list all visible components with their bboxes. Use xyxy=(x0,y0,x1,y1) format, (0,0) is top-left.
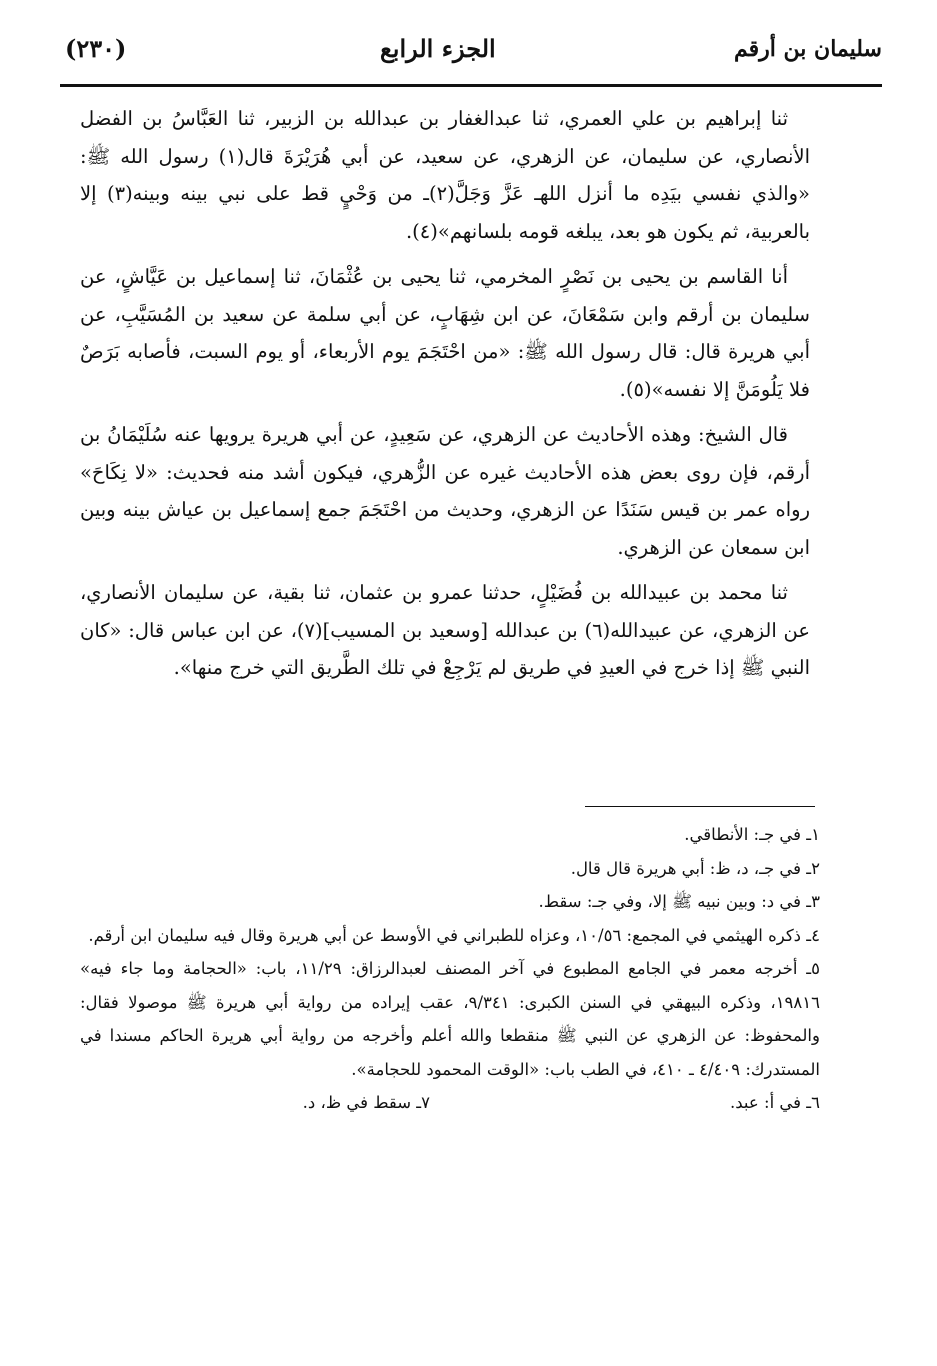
paragraph: ثنا إبراهيم بن علي العمري، ثنا عبدالغفار بن عبدالله بن الزبير، ثنا العَبَّاسُ بن الفضل الأنصاري، عن سليمان، عن الزهري، عن سعيد، عن أبي هُرَيْرَةَ قال(١) رسول الله ﷺ: «والذي نفسي بيَدِه ما أنزل اللهـ عَزَّ وَجَلَّ(٢)ـ من وَحْيٍ قط على نبي بينه وبينه(٣) إلا بالعربية، ثم يكون هو بعد، يبلغه قومه بلسانهم»(٤). xyxy=(80,107,810,243)
footnote: ٢ـ في جـ، د، ظ: أبي هريرة قال قال. xyxy=(570,858,820,878)
header-rule xyxy=(60,84,882,87)
footnote-pair xyxy=(80,1086,820,1120)
paragraph: قال الشيخ: وهذه الأحاديث عن الزهري، عن سَعِيدٍ، عن أبي هريرة يرويها عنه سُلَيْمَانُ بن أرقم، فإن روى بعض هذه الأحاديث غيره عن الزُّهري، فيكون أشد منه فحديث: «لا نِكَاحَ» رواه عمر بن قيس سَنَدًا عن الزهري، وحديث من احْتَجَمَ جمع إسماعيل بن عياش بينه وبين ابن سمعان عن الزهري. xyxy=(80,423,810,559)
main-text xyxy=(80,100,810,695)
footnotes xyxy=(80,818,820,1120)
volume-part: الجزء الرابع xyxy=(380,34,496,63)
paragraph: ثنا محمد بن عبيدالله بن فُضَيْلٍ، حدثنا عمرو بن عثمان، ثنا بقية، عن سليمان الأنصاري، عن الزهري، عن عبيدالله(٦) بن عبدالله [وسعيد بن المسيب](٧)، عن ابن عباس قال: «كان النبي ﷺ إذا خرج في العيدِ في طريق لم يَرْجِعْ في تلك الطَّريق التي خرج منها». xyxy=(80,581,810,679)
paragraph: أنا القاسم بن يحيى بن نَصْرٍ المخرمي، ثنا يحيى بن عُثْمَانَ، ثنا إسماعيل بن عَيَّاشٍ، عن سليمان بن أرقم وابن سَمْعَانَ، عن ابن شِهَابٍ، عن أبي سلمة عن سعيد بن المُسَيَّبِ، عن أبي هريرة قال: قال رسول الله ﷺ: «من احْتَجَمَ يوم الأربعاء، أو يوم السبت، فأصابه بَرَصٌ فلا يَلُومَنَّ إلا نفسه»(٥). xyxy=(80,265,810,401)
footnote: ١ـ في جـ: الأنطاقي. xyxy=(684,825,820,844)
footnote: ٤ـ ذكره الهيثمي في المجمع: ١٠/٥٦، وعزاه للطبراني في الأوسط عن أبي هريرة وقال فيه سليمان ابن أرقم. xyxy=(88,925,820,945)
footnote-rule xyxy=(585,806,815,807)
page-header xyxy=(60,24,882,84)
running-title: سليمان بن أرقم xyxy=(733,36,882,62)
page-number: (٢٣٠) xyxy=(65,34,127,63)
footnote: ٥ـ أخرجه معمر في الجامع المطبوع في آخر المصنف لعبدالرزاق: ١١/٢٩، باب: «الحجامة وما جاء فيه» ١٩٨١٦، وذكره البيهقي في السنن الكبرى: ٩/٣٤١، عقب إيراده من رواية أبي هريرة ﷺ موصولا فقال: والمحفوظ: عن الزهري عن النبي ﷺ منقطعا والله أعلم وأخرجه من رواية أبي هريرة الحاكم مسندا في المستدرك: ٤/٤٠٩ ـ ٤١٠، في الطب باب: «الوقت المحمود للحجامة». xyxy=(80,959,820,1079)
footnote: ٧ـ سقط في ظ، د. xyxy=(302,1093,430,1112)
footnote: ٦ـ في أ: عبد. xyxy=(730,1093,820,1112)
footnote: ٣ـ في د: وبين نبيه ﷺ إلا، وفي جـ: سقط. xyxy=(538,892,820,911)
